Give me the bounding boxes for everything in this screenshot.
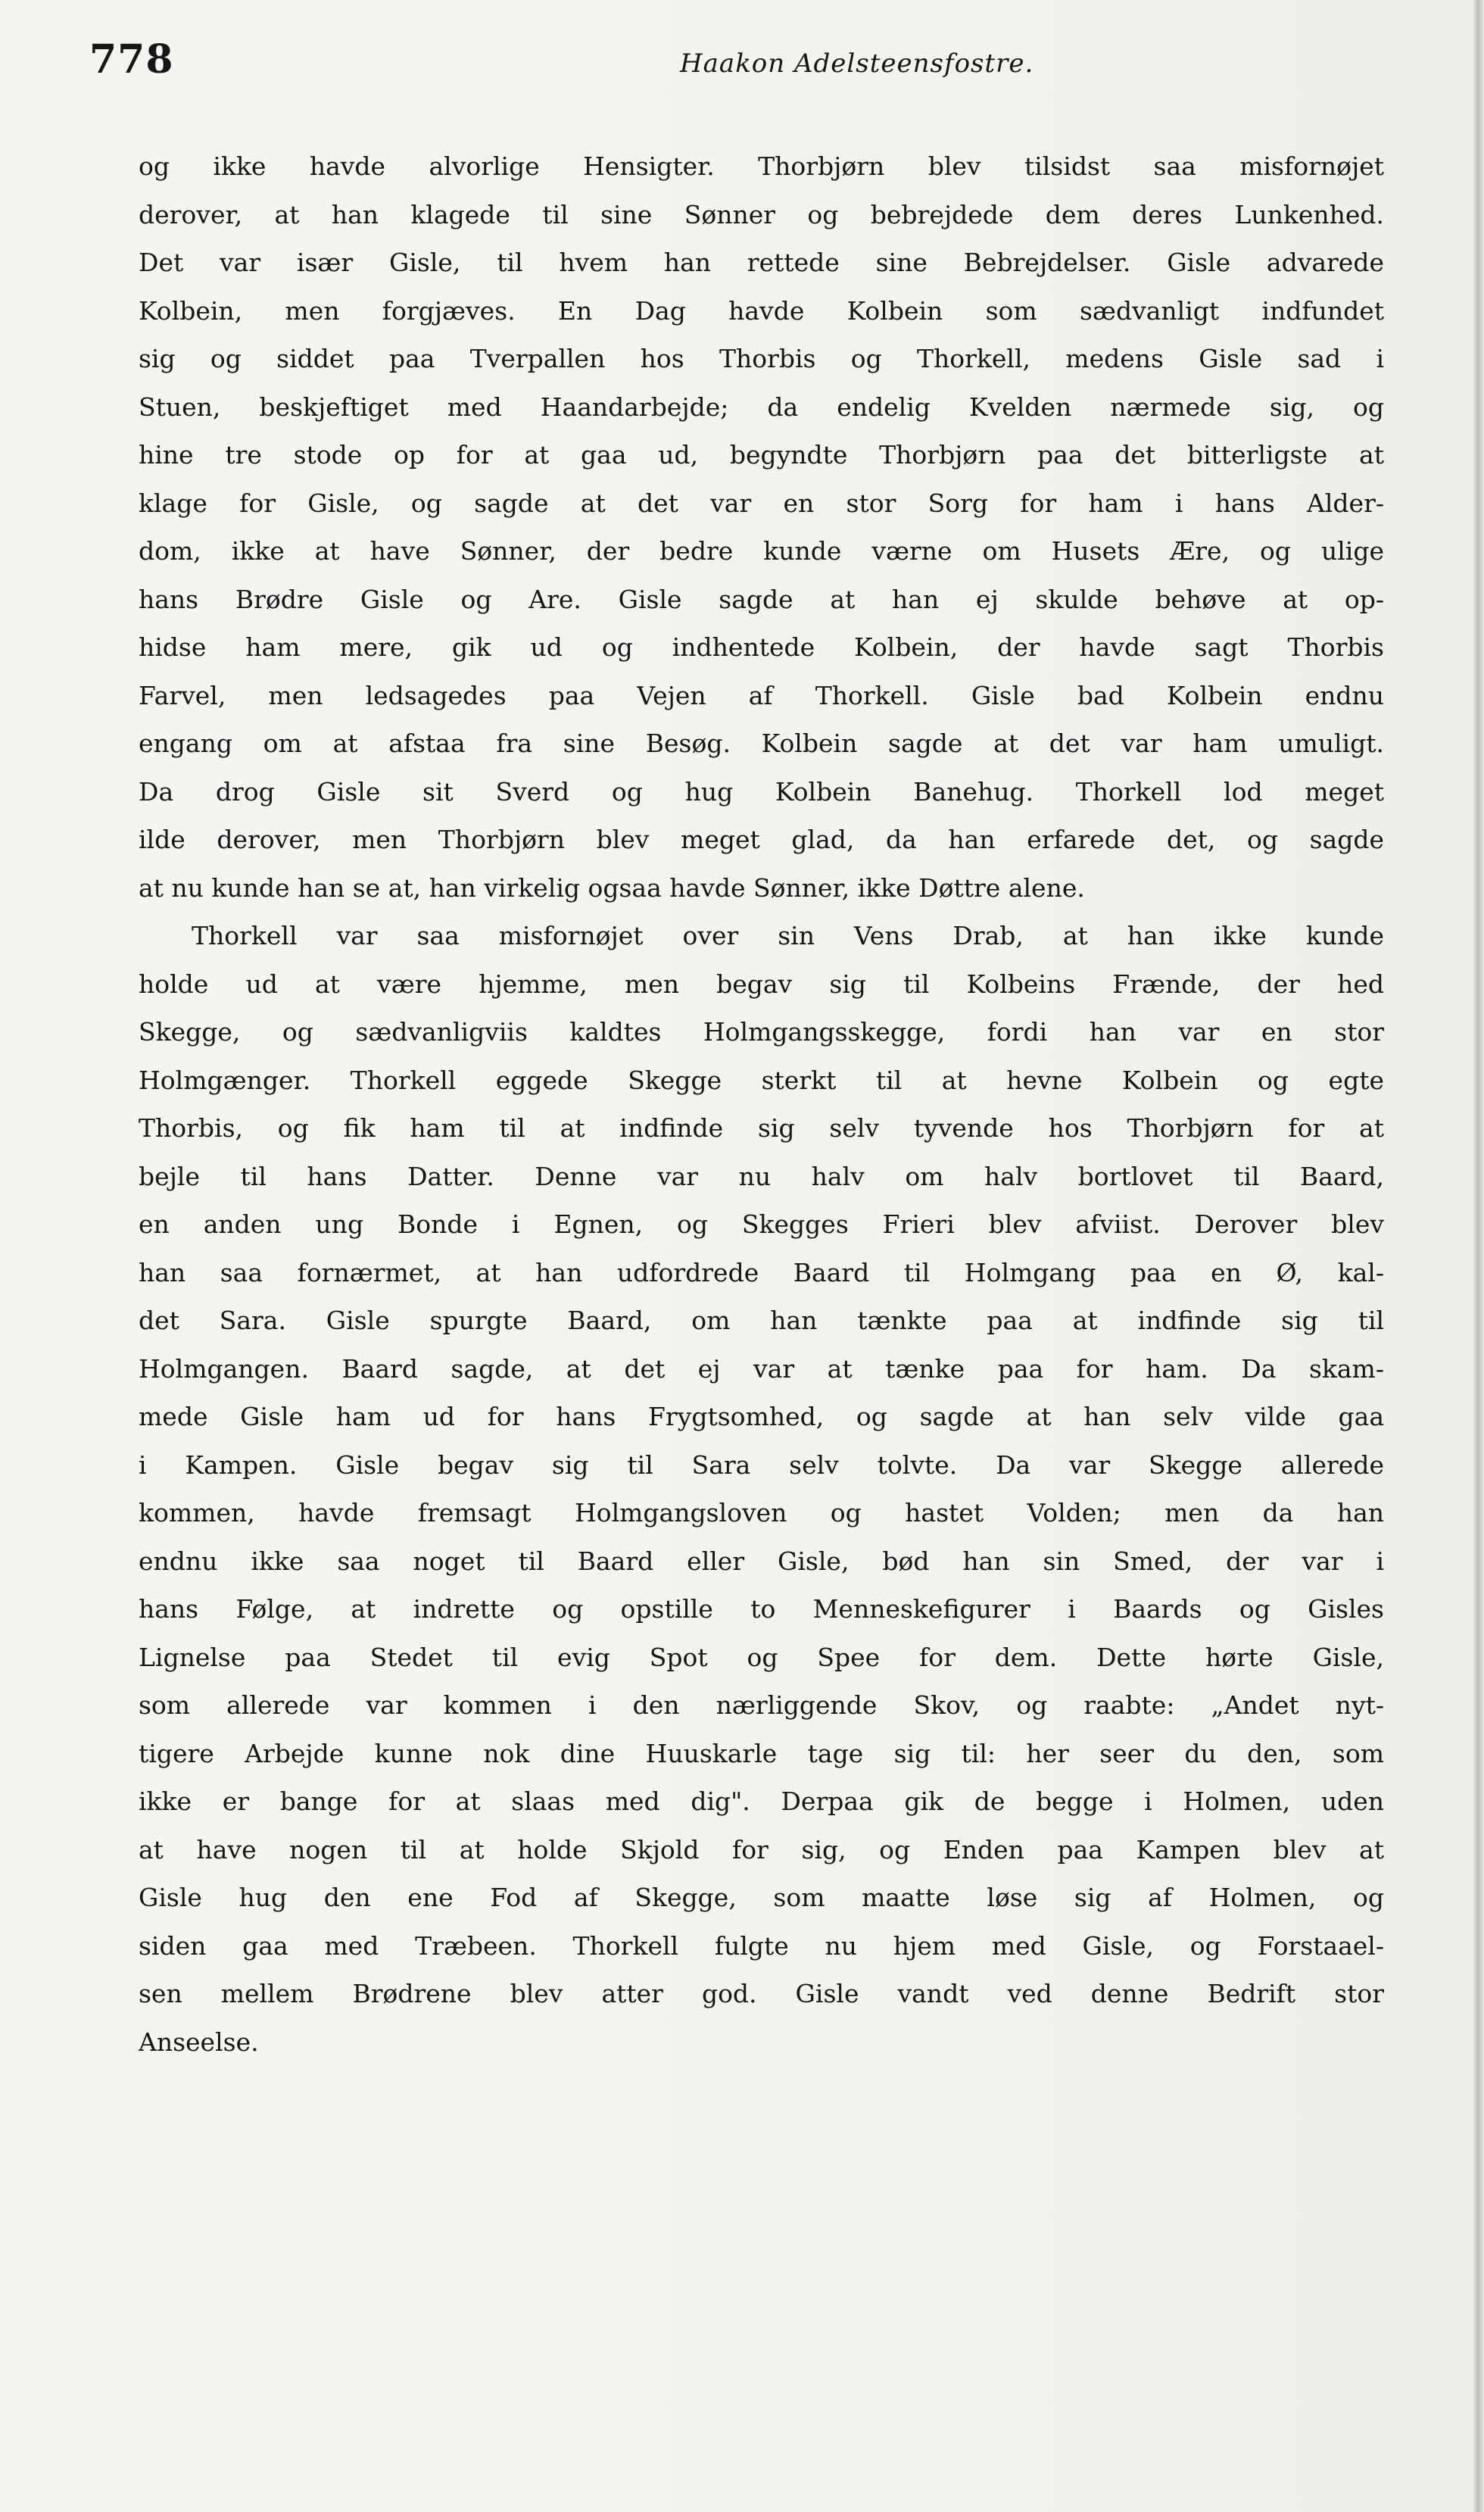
- text-line: siden gaa med Træbeen. Thorkell fulgte nu hjem med Gisle, og Forstaael-: [139, 1930, 1384, 1961]
- text-line: Holmgænger. Thorkell eggede Skegge sterkt til at hevne Kolbein og egte: [139, 1065, 1384, 1095]
- text-line: Farvel, men ledsagedes paa Vejen af Thorkell. Gisle bad Kolbein endnu: [139, 680, 1384, 710]
- text-line: sig og siddet paa Tverpallen hos Thorbis og Thorkell, medens Gisle sad i: [139, 344, 1384, 373]
- text-line: en anden ung Bonde i Egnen, og Skegges Frieri blev afviist. Derover blev: [139, 1209, 1384, 1239]
- text-line: tigere Arbejde kunne nok dine Huuskarle tage sig til: her seer du den, som: [139, 1738, 1384, 1768]
- text-line: hine tre stode op for at gaa ud, begyndte Thorbjørn paa det bitterligste at: [139, 440, 1384, 470]
- text-line: han saa fornærmet, at han udfordrede Baard til Holmgang paa en Ø, kal-: [139, 1257, 1384, 1287]
- text-line: Stuen, beskjeftiget med Haandarbejde; da endelig Kvelden nærmede sig, og: [139, 392, 1384, 422]
- text-line: i Kampen. Gisle begav sig til Sara selv tolvte. Da var Skegge allerede: [139, 1449, 1384, 1480]
- page-edge-shadow: [1473, 0, 1484, 2512]
- text-line: at have nogen til at holde Skjold for sig, og Enden paa Kampen blev at: [139, 1834, 1384, 1864]
- text-line: Kolbein, men forgjæves. En Dag havde Kolbein som sædvanligt indfundet: [139, 295, 1384, 326]
- text-line: ilde derover, men Thorbjørn blev meget glad, da han erfarede det, og sagde: [139, 825, 1384, 854]
- text-line: klage for Gisle, og sagde at det var en stor Sorg for ham i hans Alder-: [139, 488, 1384, 518]
- text-line: sen mellem Brødrene blev atter god. Gisle vandt ved denne Bedrift stor: [139, 1979, 1384, 2008]
- text-line: Thorkell var saa misfornøjet over sin Vens Drab, at han ikke kunde: [192, 921, 1384, 950]
- text-line: endnu ikke saa noget til Baard eller Gisle, bød han sin Smed, der var i: [139, 1546, 1384, 1576]
- text-line: ikke er bange for at slaas med dig". Derpaa gik de begge i Holmen, uden: [139, 1786, 1384, 1816]
- text-line: Gisle hug den ene Fod af Skegge, som maatte løse sig af Holmen, og: [139, 1883, 1384, 1912]
- text-line: holde ud at være hjemme, men begav sig til Kolbeins Frænde, der hed: [139, 969, 1384, 999]
- text-line: Skegge, og sædvanligviis kaldtes Holmgangsskegge, fordi han var en stor: [139, 1017, 1384, 1047]
- text-line: hans Følge, at indrette og opstille to Menneskefigurer i Baards og Gisles: [139, 1594, 1384, 1624]
- text-line: Holmgangen. Baard sagde, at det ej var at tænke paa for ham. Da skam-: [139, 1353, 1384, 1384]
- page-header: [89, 36, 1407, 97]
- text-line: Anseelse.: [139, 2027, 259, 2057]
- text-line: Da drog Gisle sit Sverd og hug Kolbein Banehug. Thorkell lod meget: [139, 776, 1384, 807]
- page-number: 778: [89, 36, 174, 83]
- text-line: bejle til hans Datter. Denne var nu halv om halv bortlovet til Baard,: [139, 1161, 1384, 1191]
- text-line: hans Brødre Gisle og Are. Gisle sagde at han ej skulde behøve at op-: [139, 584, 1384, 614]
- text-line: og ikke havde alvorlige Hensigter. Thorbjørn blev tilsidst saa misfornøjet: [139, 151, 1384, 181]
- running-head: Haakon Adelsteensfostre.: [680, 48, 1034, 79]
- body-text: [139, 142, 1384, 2114]
- text-line: det Sara. Gisle spurgte Baard, om han tænkte paa at indfinde sig til: [139, 1306, 1384, 1335]
- text-line: Lignelse paa Stedet til evig Spot og Spee for dem. Dette hørte Gisle,: [139, 1642, 1384, 1672]
- text-line: som allerede var kommen i den nærliggende Skov, og raabte: „Andet nyt-: [139, 1690, 1384, 1720]
- text-line: derover, at han klagede til sine Sønner og bebrejdede dem deres Lunkenhed.: [139, 199, 1384, 229]
- text-line: mede Gisle ham ud for hans Frygtsomhed, og sagde at han selv vilde gaa: [139, 1402, 1384, 1431]
- text-line: engang om at afstaa fra sine Besøg. Kolbein sagde at det var ham umuligt.: [139, 729, 1384, 758]
- text-line: [139, 2066, 1384, 2114]
- text-line: Det var især Gisle, til hvem han rettede sine Bebrejdelser. Gisle advarede: [139, 248, 1384, 277]
- text-line: hidse ham mere, gik ud og indhentede Kolbein, der havde sagt Thorbis: [139, 632, 1384, 662]
- text-line: Thorbis, og fik ham til at indfinde sig selv tyvende hos Thorbjørn for at: [139, 1113, 1384, 1143]
- text-line: at nu kunde han se at, han virkelig ogsaa havde Sønner, ikke Døttre alene.: [139, 872, 1085, 903]
- text-line: dom, ikke at have Sønner, der bedre kunde værne om Husets Ære, og ulige: [139, 536, 1384, 566]
- text-line: kommen, havde fremsagt Holmgangsloven og hastet Volden; men da han: [139, 1498, 1384, 1527]
